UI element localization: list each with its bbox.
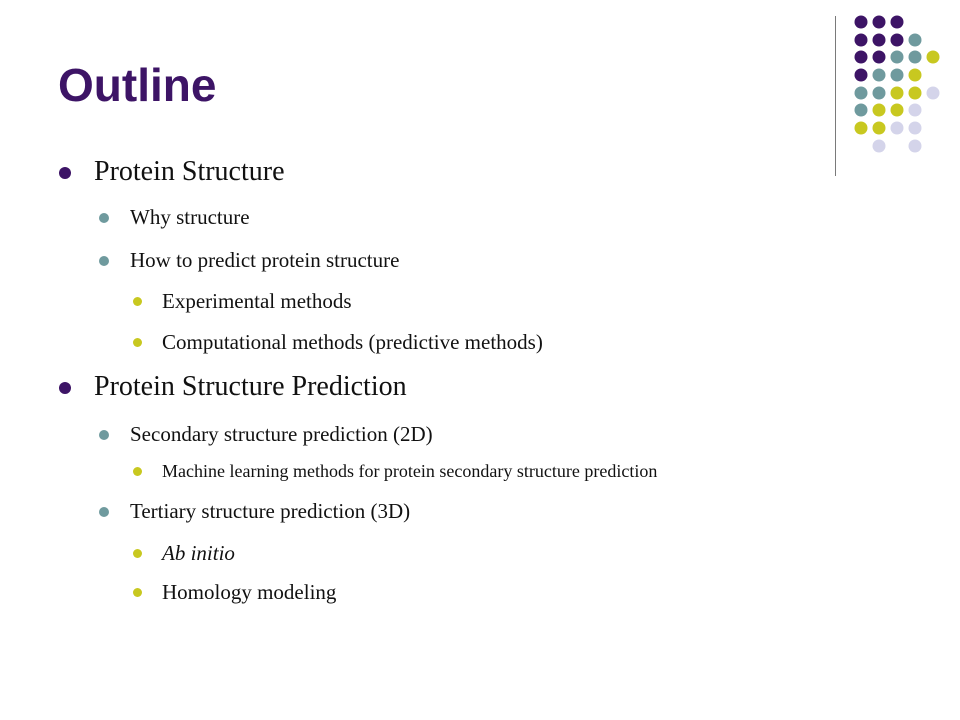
decorative-dot (855, 34, 868, 47)
decorative-dot (909, 34, 922, 47)
decorative-dot (909, 69, 922, 82)
decorative-dot (909, 51, 922, 64)
bullet-prediction (94, 373, 407, 401)
decorative-dot (855, 87, 868, 100)
subbullet-how-to-predict (130, 250, 399, 271)
decorative-dot (891, 104, 904, 117)
subsubbullet-homology (162, 582, 336, 603)
subsubbullet-ab-initio (162, 543, 235, 564)
decorative-dot (891, 87, 904, 100)
decorative-dot (873, 34, 886, 47)
bullet-label: Why structure (130, 205, 250, 229)
decorative-dot (873, 51, 886, 64)
bullet-label: Ab initio (162, 541, 235, 565)
bullet-dot-icon (59, 382, 71, 394)
decorative-dot (909, 140, 922, 153)
subsubbullet-experimental (162, 291, 352, 312)
decorative-dot (873, 69, 886, 82)
bullet-label: Homology modeling (162, 580, 337, 604)
bullet-dot-icon (99, 213, 109, 223)
bullet-dot-icon (133, 297, 142, 306)
bullet-dot-icon (99, 430, 109, 440)
decorative-dot (873, 104, 886, 117)
bullet-dot-icon (133, 338, 142, 347)
bullet-label: Protein Structure (94, 156, 285, 187)
decorative-dot (909, 104, 922, 117)
bullet-dot-icon (99, 507, 109, 517)
subbullet-secondary (130, 424, 433, 445)
bullet-protein-structure (94, 158, 285, 186)
decorative-dot (909, 87, 922, 100)
subsubbullet-machine-learning (162, 462, 657, 480)
bullet-label: Experimental methods (162, 289, 352, 313)
bullet-dot-icon (59, 167, 71, 179)
decorative-dot (855, 16, 868, 29)
bullet-dot-icon (133, 467, 142, 476)
decorative-dot (855, 104, 868, 117)
subsubbullet-computational (162, 332, 543, 353)
decorative-dot (909, 122, 922, 135)
bullet-dot-icon (99, 256, 109, 266)
decorative-dot (855, 51, 868, 64)
bullet-label: Secondary structure prediction (2D) (130, 422, 433, 446)
decorative-dot (873, 87, 886, 100)
bullet-label: How to predict protein structure (130, 248, 400, 272)
decorative-dot (891, 122, 904, 135)
decorative-dot (891, 51, 904, 64)
decorative-dot (855, 69, 868, 82)
decorative-dot (873, 16, 886, 29)
decorative-dot (855, 122, 868, 135)
bullet-label: Computational methods (predictive methods) (162, 330, 543, 354)
decorative-dot (873, 140, 886, 153)
bullet-dot-icon (133, 549, 142, 558)
divider-line (835, 16, 836, 176)
bullet-dot-icon (133, 588, 142, 597)
bullet-label: Protein Structure Prediction (94, 371, 407, 402)
subbullet-tertiary (130, 501, 410, 522)
decorative-dot (927, 87, 940, 100)
decorative-dot (891, 34, 904, 47)
decorative-dot (891, 69, 904, 82)
slide-title: Outline (58, 59, 217, 111)
decorative-dot (927, 51, 940, 64)
bullet-label: Tertiary structure prediction (3D) (130, 499, 411, 523)
subbullet-why-structure (130, 207, 250, 228)
decorative-dot (891, 16, 904, 29)
decorative-dot (873, 122, 886, 135)
bullet-label: Machine learning methods for protein secondary structure prediction (162, 461, 658, 481)
